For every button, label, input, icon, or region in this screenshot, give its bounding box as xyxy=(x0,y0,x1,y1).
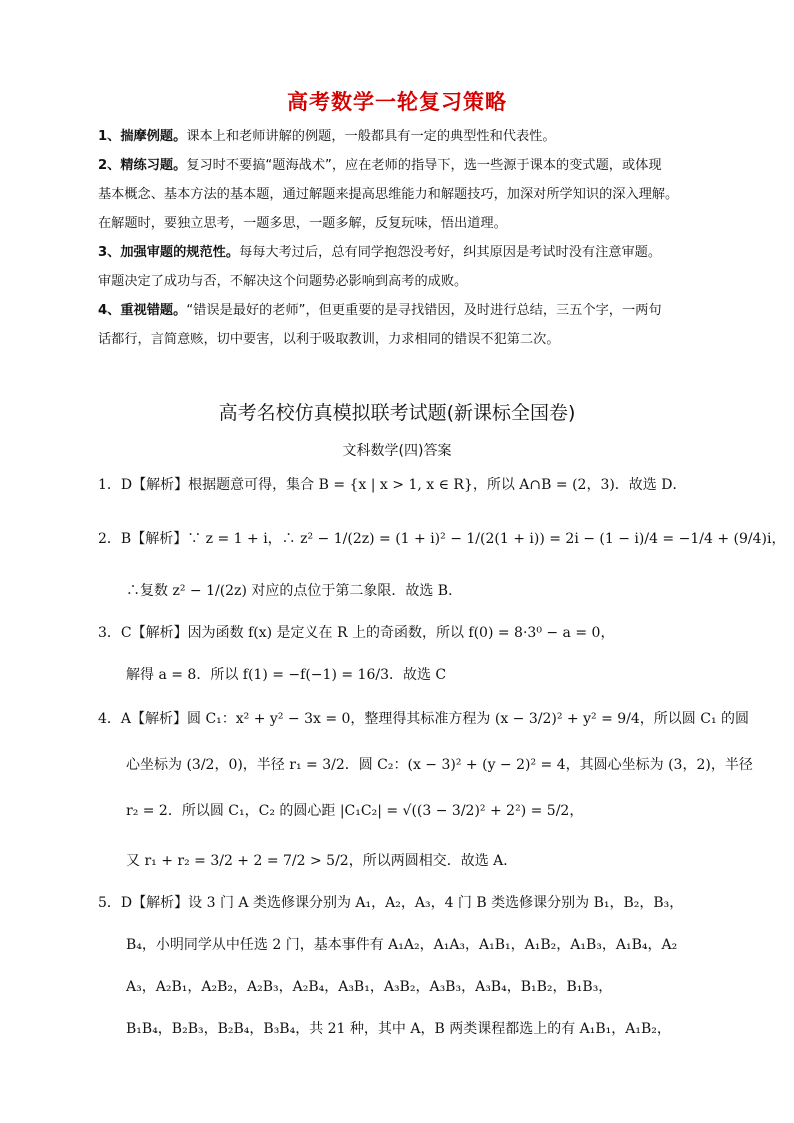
tip-3-lead: 3、加强审题的规范性。 xyxy=(98,245,240,260)
answer-5-line-2: B₄，小明同学从中任选 2 门，基本事件有 A₁A₂，A₁A₃，A₁B₁，A₁B₂，A₁B₃，A₁B₄，A₂ xyxy=(126,937,678,953)
tip-3 xyxy=(98,238,698,267)
answer-4-line-4: 又 r₁ + r₂ = 3/2 + 2 = 7/2 > 5/2，所以两圆相交．故选 A． xyxy=(126,853,518,869)
tip-2-line-3: 在解题时，要独立思考，一题多思，一题多解，反复玩味，悟出道理。 xyxy=(98,216,507,231)
tip-2-line-1: 复习时不要搞“题海战术”，应在老师的指导下，选一些源于课本的变式题，或体现 xyxy=(186,158,662,173)
tip-1-lead: 1、揣摩例题。 xyxy=(98,129,187,144)
answer-5-line-3: A₃，A₂B₁，A₂B₂，A₂B₃，A₂B₄，A₃B₁，A₃B₂，A₃B₃，A₃B₄，B₁B₂，B₁B₃， xyxy=(126,979,613,995)
tip-4-line-2: 话都行，言简意赅，切中要害，以利于吸取教训，力求相同的错误不犯第二次。 xyxy=(98,332,560,347)
answer-3-line-1: 3．C【解析】因为函数 f(x) 是定义在 R 上的奇函数，所以 f(0) = 8·3⁰ − a = 0， xyxy=(98,625,615,641)
exam-title: 高考名校仿真模拟联考试题(新课标全国卷) xyxy=(218,402,576,424)
answer-5-line-1: 5．D【解析】设 3 门 A 类选修课分别为 A₁，A₂，A₃，4 门 B 类选修课分别为 B₁，B₂，B₃， xyxy=(98,895,684,911)
tip-1 xyxy=(98,122,698,151)
answer-4-line-1: 4．A【解析】圆 C₁：x² + y² − 3x = 0，整理得其标准方程为 (x − 3/2)² + y² = 9/4，所以圆 C₁ 的圆 xyxy=(98,711,750,727)
answer-2-line-1: 2．B【解析】∵ z = 1 + i，∴ z² − 1/(2z) = (1 + i)² − 1/(2(1 + i)) = 2i − (1 − i)/4 = −1/4 + (9/4)i， xyxy=(98,531,786,547)
answer-4-line-3: r₂ = 2．所以圆 C₁，C₂ 的圆心距 |C₁C₂| = √((3 − 3/2)² + 2²) = 5/2， xyxy=(126,803,584,819)
strategy-title: 高考数学一轮复习策略 xyxy=(287,90,507,114)
tip-2-lead: 2、精练习题。 xyxy=(98,158,187,173)
tip-4-line-1: “错误是最好的老师”，但更重要的是寻找错因，及时进行总结，三五个字，一两句 xyxy=(186,303,662,318)
tip-2 xyxy=(98,151,698,180)
answer-2-line-2: ∴复数 z² − 1/(2z) 对应的点位于第二象限．故选 B． xyxy=(126,583,463,599)
strategy-tips xyxy=(98,122,698,354)
tip-3-line-1: 每每大考过后，总有同学抱怨没考好，纠其原因是考试时没有注意审题。 xyxy=(239,245,662,260)
tip-1-line-1: 课本上和老师讲解的例题，一般都具有一定的典型性和代表性。 xyxy=(186,129,556,144)
tip-4 xyxy=(98,296,698,325)
tip-4-lead: 4、重视错题。 xyxy=(98,303,187,318)
exam-subtitle: 文科数学(四)答案 xyxy=(342,443,452,459)
tip-3-line-2: 审题决定了成功与否，不解决这个问题势必影响到高考的成败。 xyxy=(98,274,468,289)
answer-3-line-2: 解得 a = 8．所以 f(1) = −f(−1) = 16/3．故选 C xyxy=(126,667,447,683)
answer-5-line-4: B₁B₄，B₂B₃，B₂B₄，B₃B₄，共 21 种，其中 A，B 两类课程都选上的有 A₁B₁，A₁B₂， xyxy=(126,1021,671,1037)
answer-4-line-2: 心坐标为 (3/2，0)，半径 r₁ = 3/2．圆 C₂：(x − 3)² + (y − 2)² = 4，其圆心坐标为 (3，2)，半径 xyxy=(126,757,753,773)
tip-2-line-2: 基本概念、基本方法的基本题，通过解题来提高思维能力和解题技巧，加深对所学知识的深入理解。 xyxy=(98,187,679,202)
answer-1-line-1: 1．D【解析】根据题意可得，集合 B = {x | x > 1, x ∈ R}，所以 A∩B = (2，3)．故选 D． xyxy=(98,477,687,493)
